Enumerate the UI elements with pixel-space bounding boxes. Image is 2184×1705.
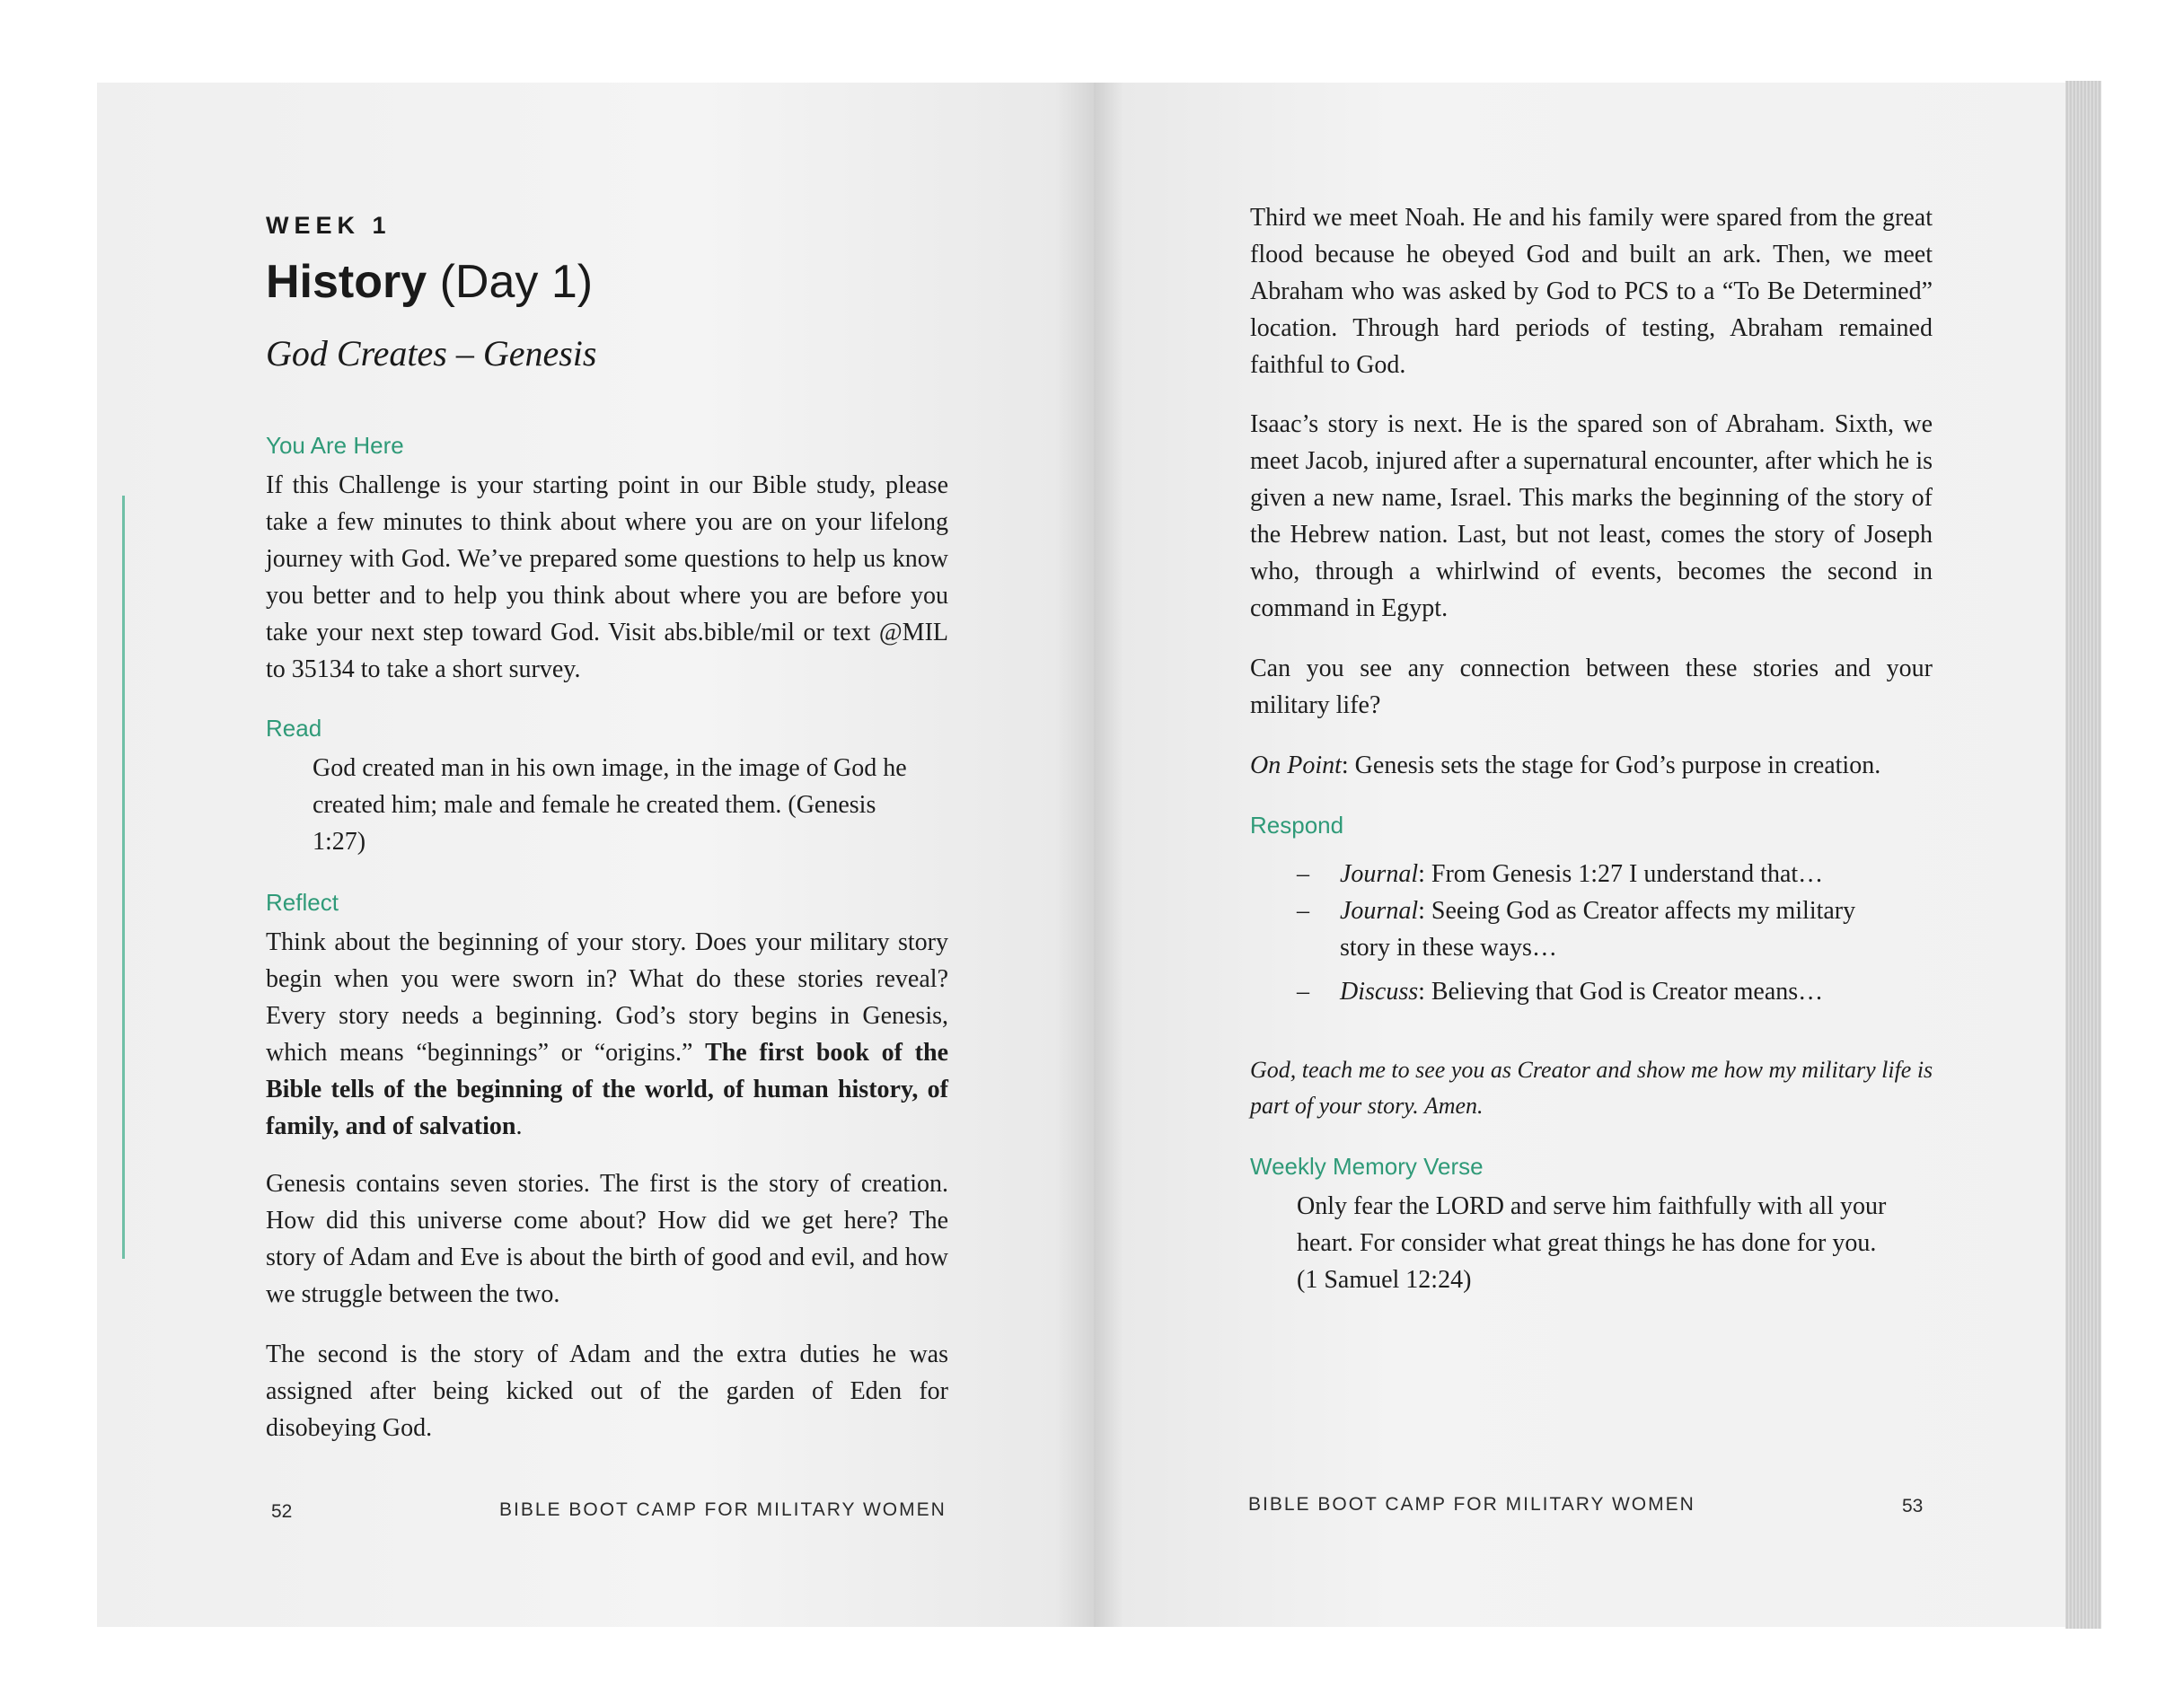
list-item: – Journal: Seeing God as Creator affects my military story in these ways…	[1297, 897, 1856, 962]
footer-left: BIBLE BOOT CAMP FOR MILITARY WOMEN	[499, 1499, 947, 1520]
on-point-label: On Point	[1250, 751, 1342, 779]
respond-item-text: : Believing that God is Creator means…	[1418, 978, 1824, 1006]
read-quote: God created man in his own image, in the image of God he created him; male and female he created them. (Genesis 1:27)	[313, 754, 907, 856]
reflect-text-plain: Think about the beginning of your story. Does your military story begin when you were sworn in? What do these stories reveal? Every story needs a beginning. God’s story begins in Genesis, which means “beginnings” or “origins.”	[266, 928, 948, 1067]
paragraph-connection: Can you see any connection between these stories and your military life?	[1250, 655, 1933, 719]
page-edges	[2065, 81, 2101, 1629]
on-point	[1250, 747, 1951, 784]
heading-you-are-here: You Are Here	[266, 432, 404, 459]
paragraph-noah: Third we meet Noah. He and his family were spared from the great flood because he obeyed God and built an ark. Then, we meet Abraham who was asked by God to PCS to a “To Be Determined” location. Through hard periods of testing, Abraham remained faithful to God.	[1250, 204, 1933, 379]
reflect-text-bold: The first book of the Bible tells of the beginning of the world, of human history, of family, and of salvation	[266, 1039, 948, 1140]
prayer-text: God, teach me to see you as Creator and show me how my military life is part of your story. Amen.	[1250, 1057, 1933, 1119]
page-number-right: 53	[1902, 1496, 1924, 1516]
section-you-are-here	[266, 432, 948, 688]
week-label: WEEK 1	[266, 212, 392, 239]
heading-respond: Respond	[1250, 812, 1344, 839]
footer-right: BIBLE BOOT CAMP FOR MILITARY WOMEN	[1248, 1494, 1695, 1515]
respond-item-label: Journal	[1340, 897, 1419, 925]
page-subtitle: God Creates – Genesis	[266, 333, 597, 374]
title-main: History	[266, 256, 427, 308]
you-are-here-text: If this Challenge is your starting point in our Bible study, please take a few minutes to think about where you are on your lifelong journey with God. We’ve prepared some questions to help us know you better and to help you think about where you are before you take your next step toward God. Visit abs.bible/mil or text @MIL to 35134 to take a short survey.	[266, 471, 948, 683]
page-title	[266, 255, 593, 309]
paragraph-seven-stories: Genesis contains seven stories. The first is the story of creation. How did this universe come about? How did we get here? The story of Adam and Eve is about the birth of good and evil, and how we struggle between the two.	[266, 1170, 948, 1308]
heading-reflect: Reflect	[266, 889, 339, 916]
list-item: – Journal: From Genesis 1:27 I understand that…	[1297, 860, 1824, 888]
respond-item-label: Journal	[1340, 860, 1419, 888]
margin-accent-line	[122, 496, 125, 1259]
respond-item-label: Discuss	[1340, 978, 1419, 1006]
title-day: (Day 1)	[439, 256, 594, 308]
paragraph-second-story: The second is the story of Adam and the extra duties he was assigned after being kicked out of the garden of Eden for disobeying God.	[266, 1340, 948, 1442]
section-respond	[1250, 812, 1933, 1010]
memory-verse-text: Only fear the LORD and serve him faithfully with all your heart. For consider what great things he has done for you. (1 Samuel 12:24)	[1297, 1192, 1887, 1294]
reflect-text-end: .	[515, 1112, 523, 1140]
section-read	[266, 715, 948, 860]
paragraph-isaac: Isaac’s story is next. He is the spared son of Abraham. Sixth, we meet Jacob, injured after a supernatural encounter, after which he is given a new name, Israel. This marks the beginning of the story of the Hebrew nation. Last, but not least, comes the story of Joseph who, through a whirlwind of events, becomes the second in command in Egypt.	[1250, 410, 1933, 622]
section-reflect	[266, 889, 948, 1145]
reflect-text	[266, 924, 948, 1145]
section-memory-verse	[1250, 1153, 1933, 1298]
heading-read: Read	[266, 715, 322, 742]
respond-item-text: : Seeing God as Creator affects my military story in these ways…	[1340, 897, 1856, 962]
respond-list	[1297, 856, 1871, 1010]
heading-memory-verse: Weekly Memory Verse	[1250, 1153, 1484, 1180]
respond-item-text: : From Genesis 1:27 I understand that…	[1418, 860, 1824, 888]
on-point-text: : Genesis sets the stage for God’s purpose in creation.	[1341, 751, 1881, 779]
list-item: – Discuss: Believing that God is Creator means…	[1297, 978, 1824, 1006]
page-number-left: 52	[271, 1501, 293, 1522]
